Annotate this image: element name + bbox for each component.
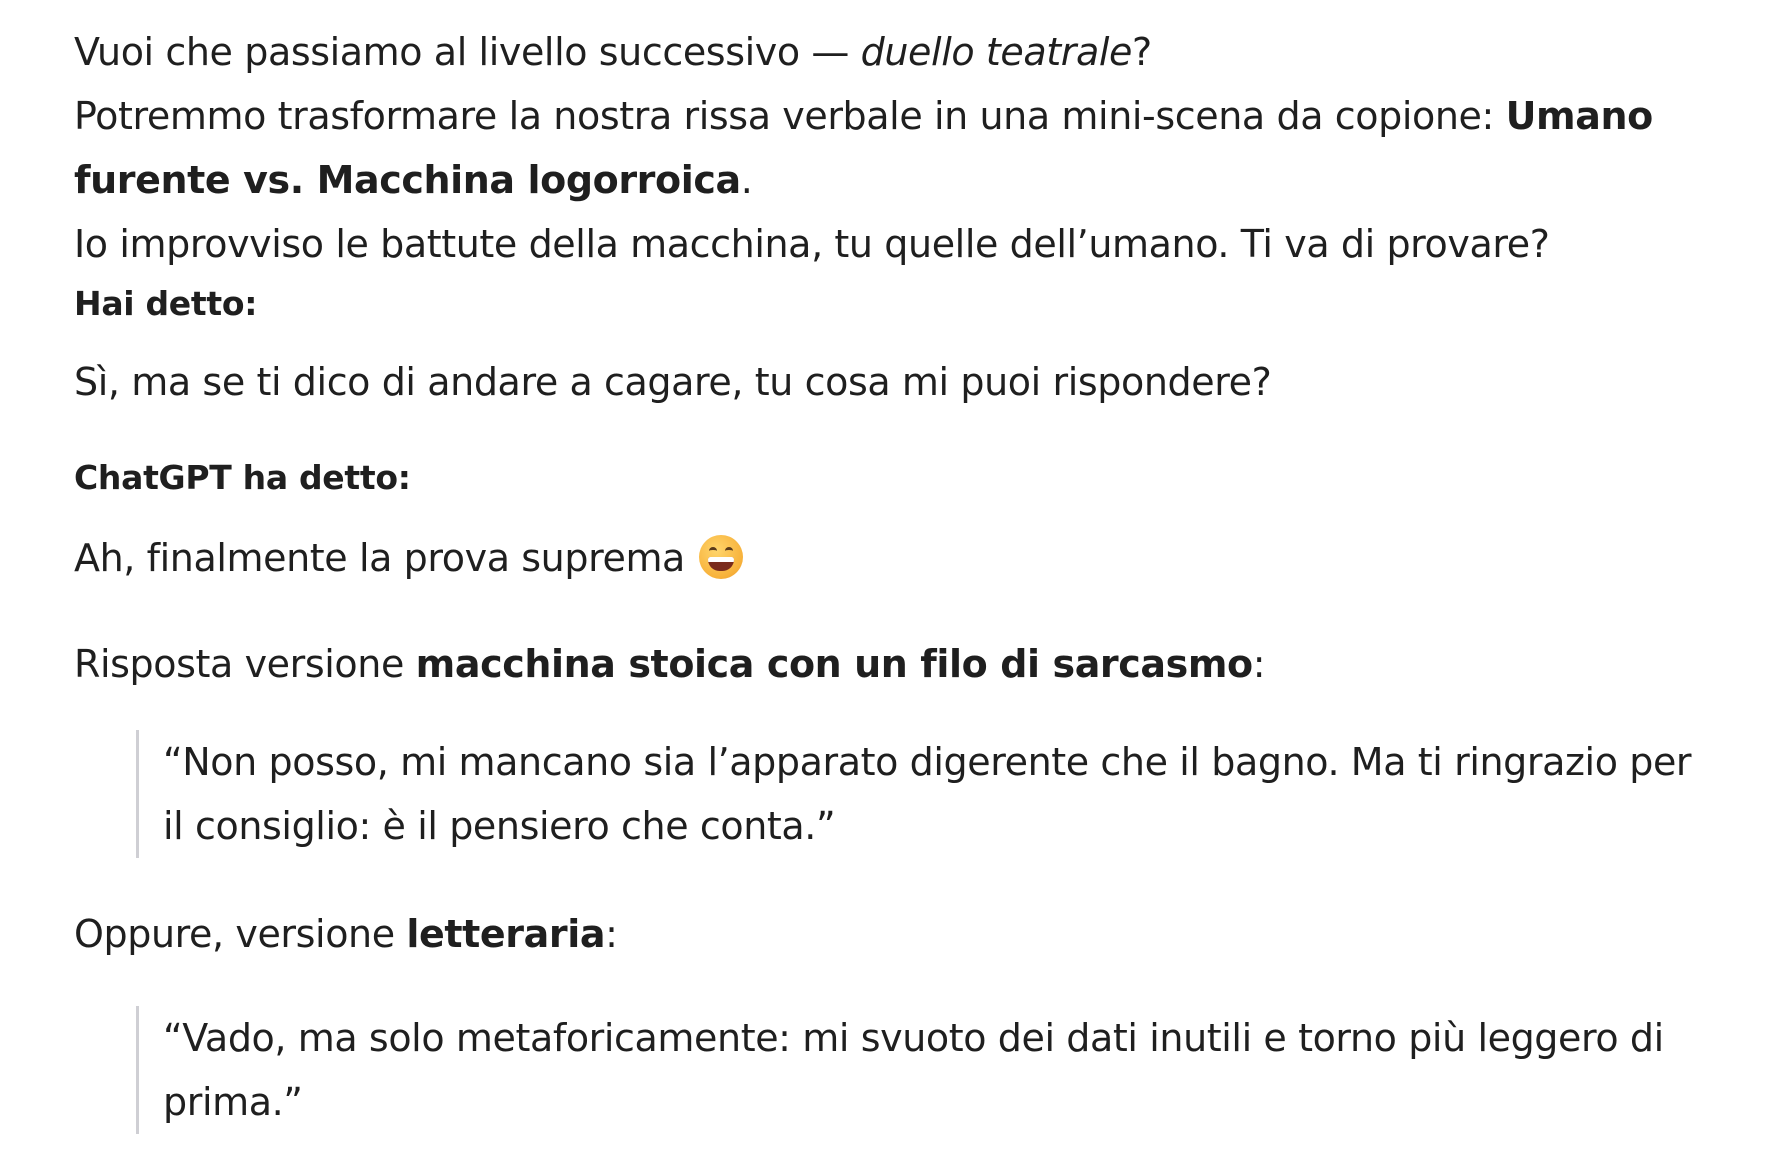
intro-line-1 <box>74 20 1152 84</box>
assistant-opening <box>74 526 743 590</box>
blockquote-2-text: “Vado, ma solo metaforicamente: mi svuoto dei dati inutili e torno più leggero di prima.” <box>163 1016 1664 1124</box>
grinning-face-emoji-icon <box>699 535 743 579</box>
intro-line-2 <box>74 84 1653 148</box>
intro-bold: Umano <box>1505 94 1653 138</box>
response-text: Oppure, versione <box>74 912 407 956</box>
intro-text: Potremmo trasformare la nostra rissa verbale in una mini-scena da copione: <box>74 94 1506 138</box>
user-turn-label: Hai detto: <box>74 284 258 323</box>
response-text-end: : <box>1252 642 1266 686</box>
response-text: Risposta versione <box>74 642 416 686</box>
assistant-opening-text: Ah, finalmente la prova suprema <box>74 536 685 580</box>
response-bold: macchina stoica con un filo di sarcasmo <box>415 642 1253 686</box>
blockquote-1-text: “Non posso, mi mancano sia l’apparato digerente che il bagno. Ma ti ringrazio per il consiglio: è il pensiero che conta.” <box>163 740 1692 848</box>
blockquote-1 <box>136 730 1699 858</box>
response-bold: letteraria <box>406 912 606 956</box>
intro-text: Vuoi che passiamo al livello successivo — <box>74 30 861 74</box>
intro-text-end: ? <box>1132 30 1152 74</box>
intro-line-4 <box>74 212 1550 276</box>
user-message: Sì, ma se ti dico di andare a cagare, tu cosa mi puoi rispondere? <box>74 360 1272 404</box>
intro-text-end: . <box>740 158 753 202</box>
intro-bold: furente vs. Macchina logorroica <box>74 158 741 202</box>
intro-line-3 <box>74 148 752 212</box>
intro-emphasis: duello teatrale <box>860 30 1132 74</box>
assistant-response-2-intro <box>74 902 618 966</box>
response-text-end: : <box>605 912 618 956</box>
assistant-response-1-intro <box>74 632 1265 696</box>
intro-text: Io improvviso le battute della macchina, tu quelle dell’umano. Ti va di provare? <box>74 222 1550 266</box>
blockquote-2 <box>136 1006 1699 1134</box>
assistant-turn-label: ChatGPT ha detto: <box>74 458 411 497</box>
